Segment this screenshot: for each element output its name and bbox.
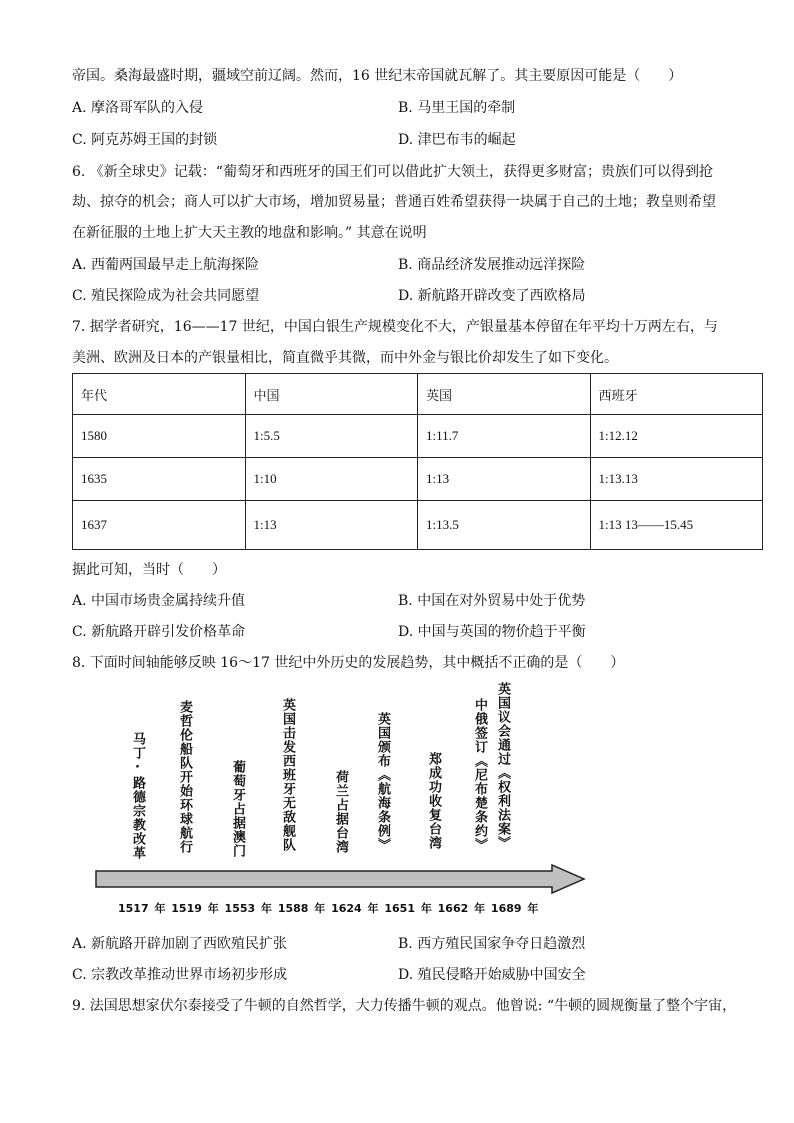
table-cell: 1580 xyxy=(73,415,246,458)
table-header-row xyxy=(73,374,763,415)
q8-option-d: D. 殖民侵略开始威胁中国安全 xyxy=(398,967,586,983)
q6-option-d: D. 新航路开辟改变了西欧格局 xyxy=(398,288,586,304)
table-cell: 1:12.12 xyxy=(590,415,763,458)
q6-option-b: B. 商品经济发展推动远洋探险 xyxy=(398,257,586,273)
q6-stem-line3: 在新征服的土地上扩大天主教的地盘和影响。” 其意在说明 xyxy=(72,225,427,241)
q5-stem-tail: 帝国。桑海最盛时期，疆域空前辽阔。然而，16 世纪末帝国就瓦解了。其主要原因可能是（ ） xyxy=(72,68,683,84)
table-cell: 1:10 xyxy=(245,458,418,501)
table-cell: 1637 xyxy=(73,501,246,550)
q5-option-b: B. 马里王国的牵制 xyxy=(398,100,516,116)
gold-silver-ratio-table xyxy=(72,373,763,550)
table-row xyxy=(73,415,763,458)
timeline-event: 英国议会通过《权利法案》 xyxy=(495,682,510,850)
table-header-cell: 西班牙 xyxy=(590,374,763,415)
q6-stem-line2: 劫、掠夺的机会；商人可以扩大市场，增加贸易量；普通百姓希望获得一块属于自己的土地；教皇则希望 xyxy=(72,194,716,210)
timeline-event: 葡萄牙占据澳门 xyxy=(230,760,245,858)
timeline-arrow xyxy=(94,864,594,894)
q6-option-c: C. 殖民探险成为社会共同愿望 xyxy=(72,288,260,304)
table-header-cell: 年代 xyxy=(73,374,246,415)
table-cell: 1:11.7 xyxy=(418,415,591,458)
q6-option-a: A. 西葡两国最早走上航海探险 xyxy=(72,257,260,273)
q8-option-c: C. 宗教改革推动世界市场初步形成 xyxy=(72,967,288,983)
q9-stem-line1: 9. 法国思想家伏尔泰接受了牛顿的自然哲学，大力传播牛顿的观点。他曾说: “牛顿的圆规衡量了整个宇宙， xyxy=(72,998,737,1014)
q7-after-text: 据此可知，当时（ ） xyxy=(72,562,226,578)
q7-option-c: C. 新航路开辟引发价格革命 xyxy=(72,624,246,640)
q7-option-b: B. 中国在对外贸易中处于优势 xyxy=(398,593,586,609)
table-cell: 1:13.5 xyxy=(418,501,591,550)
table-cell: 1:13 xyxy=(418,458,591,501)
timeline-event: 英国颁布《航海条例》 xyxy=(375,712,390,852)
timeline-years: 1517 年 1519 年 1553 年 1588 年 1624 年 1651 年 1662 年 1689 年 xyxy=(118,902,539,915)
timeline-event: 麦哲伦船队开始环球航行 xyxy=(177,700,192,854)
timeline-figure xyxy=(90,680,590,920)
table-row xyxy=(73,458,763,501)
timeline-event: 中俄签订《尼布楚条约》 xyxy=(472,698,487,852)
q7-stem-line1: 7. 据学者研究，16——17 世纪，中国白银生产规模变化不大，产银量基本停留在年平均十万两左右，与 xyxy=(72,319,718,335)
timeline-event: 英国击发西班牙无敌舰队 xyxy=(280,698,295,852)
q5-option-a: A. 摩洛哥军队的入侵 xyxy=(72,100,204,116)
table-cell: 1:5.5 xyxy=(245,415,418,458)
q8-option-a: A. 新航路开辟加剧了西欧殖民扩张 xyxy=(72,936,288,952)
table-cell: 1:13 xyxy=(245,501,418,550)
q7-stem-line2: 美洲、欧洲及日本的产银量相比，简直微乎其微，而中外金与银比价却发生了如下变化。 xyxy=(72,350,618,366)
timeline-event: 荷兰占据台湾 xyxy=(333,770,348,854)
table-cell: 1635 xyxy=(73,458,246,501)
q8-stem: 8. 下面时间轴能够反映 16～17 世纪中外历史的发展趋势，其中概括不正确的是（ ） xyxy=(72,655,625,671)
q7-option-a: A. 中国市场贵金属持续升值 xyxy=(72,593,246,609)
table-cell: 1:13.13 xyxy=(590,458,763,501)
table-header-cell: 中国 xyxy=(245,374,418,415)
table-header-cell: 英国 xyxy=(418,374,591,415)
q5-option-c: C. 阿克苏姆王国的封锁 xyxy=(72,132,218,148)
q5-option-d: D. 津巴布韦的崛起 xyxy=(398,132,516,148)
table-row xyxy=(73,501,763,550)
q8-option-b: B. 西方殖民国家争夺日趋激烈 xyxy=(398,936,586,952)
timeline-event: 郑成功收复台湾 xyxy=(426,752,441,850)
q6-stem-line1: 6. 《新全球史》记载：“葡萄牙和西班牙的国王们可以借此扩大领土，获得更多财富；贵族们可以得到抢 xyxy=(72,164,713,180)
q7-option-d: D. 中国与英国的物价趋于平衡 xyxy=(398,624,586,640)
table-cell: 1:13 13——15.45 xyxy=(590,501,763,550)
timeline-event: 马丁·路德宗教改革 xyxy=(130,732,145,860)
